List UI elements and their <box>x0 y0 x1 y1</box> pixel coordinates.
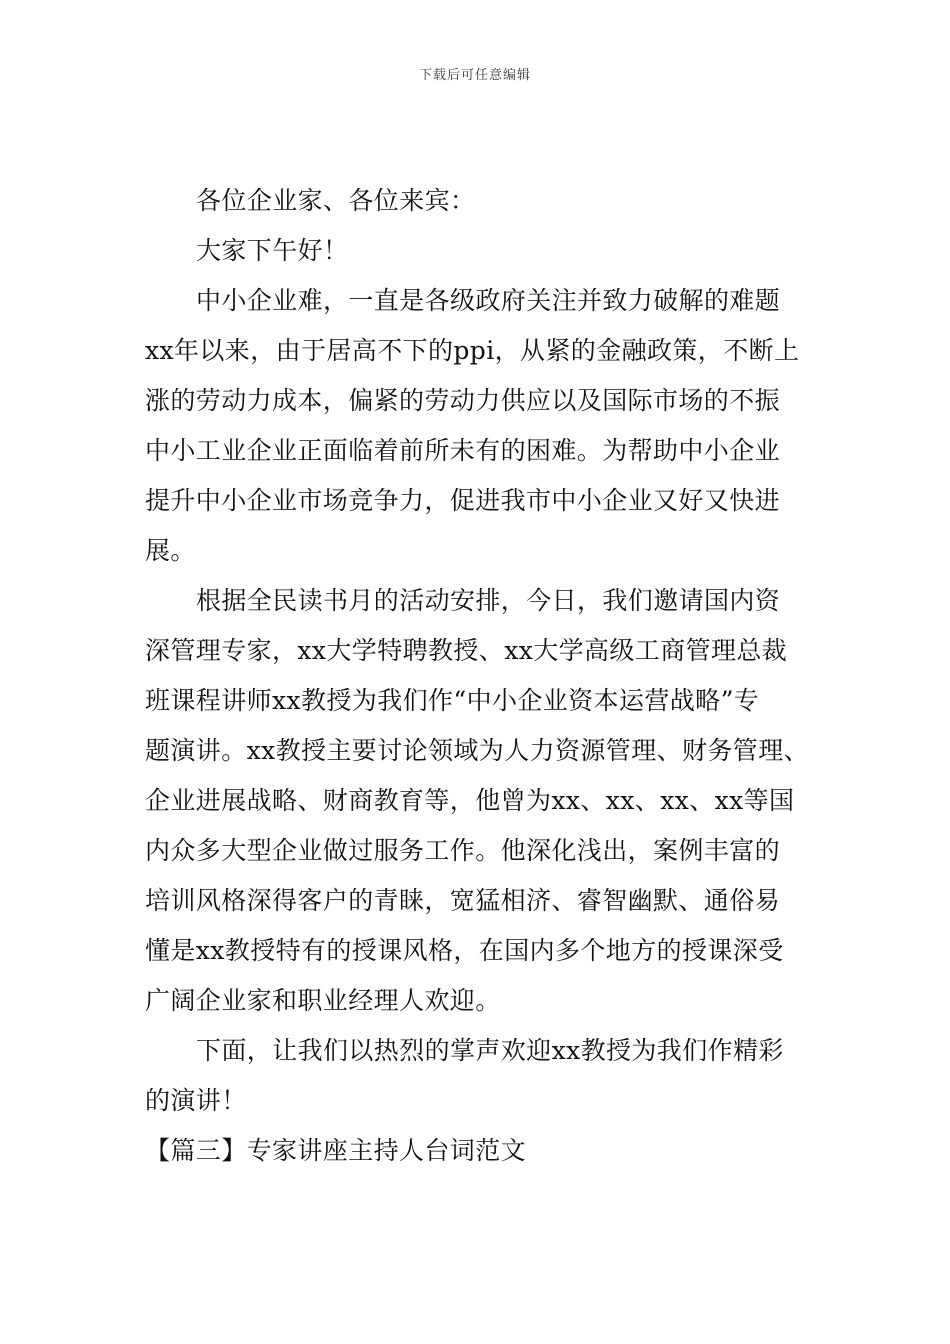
text-line: 中小工业企业正面临着前所未有的困难。为帮助中小企业 <box>145 436 781 465</box>
text-line: 根据全民读书月的活动安排，今日，我们邀请国内资 <box>196 586 781 615</box>
text-line: 展。 <box>145 536 196 565</box>
text-line: 的演讲！ <box>145 1086 247 1115</box>
text-line-greeting: 各位企业家、各位来宾： <box>196 186 476 215</box>
text-line: 题演讲。xx教授主要讨论领域为人力资源管理、财务管理、 <box>145 736 810 765</box>
text-line: 中小企业难，一直是各级政府关注并致力破解的难题 <box>196 286 781 315</box>
page-header: 下载后可任意编辑 <box>418 68 531 83</box>
text-line-good-afternoon: 大家下午好！ <box>196 236 349 265</box>
text-line: xx年以来，由于居高不下的ppi，从紧的金融政策，不断上 <box>145 336 800 365</box>
text-line: 广阔企业家和职业经理人欢迎。 <box>145 986 501 1015</box>
section-heading: 【篇三】专家讲座主持人台词范文 <box>145 1136 527 1165</box>
text-line: 提升中小企业市场竞争力，促进我市中小企业又好又快进 <box>145 486 781 515</box>
text-line: 班课程讲师xx教授为我们作“中小企业资本运营战略”专 <box>145 686 760 715</box>
text-line: 涨的劳动力成本，偏紧的劳动力供应以及国际市场的不振 <box>145 386 781 415</box>
text-line: 企业进展战略、财商教育等，他曾为xx、xx、xx、xx等国 <box>145 786 795 815</box>
text-line: 懂是xx教授特有的授课风格，在国内多个地方的授课深受 <box>145 936 784 965</box>
text-line: 内众多大型企业做过服务工作。他深化浅出，案例丰富的 <box>145 836 781 865</box>
text-line: 培训风格深得客户的青睐，宽猛相济、睿智幽默、通俗易 <box>145 886 781 915</box>
text-line: 深管理专家，xx大学特聘教授、xx大学高级工商管理总裁 <box>145 636 788 665</box>
text-line: 下面，让我们以热烈的掌声欢迎xx教授为我们作精彩 <box>196 1036 784 1065</box>
